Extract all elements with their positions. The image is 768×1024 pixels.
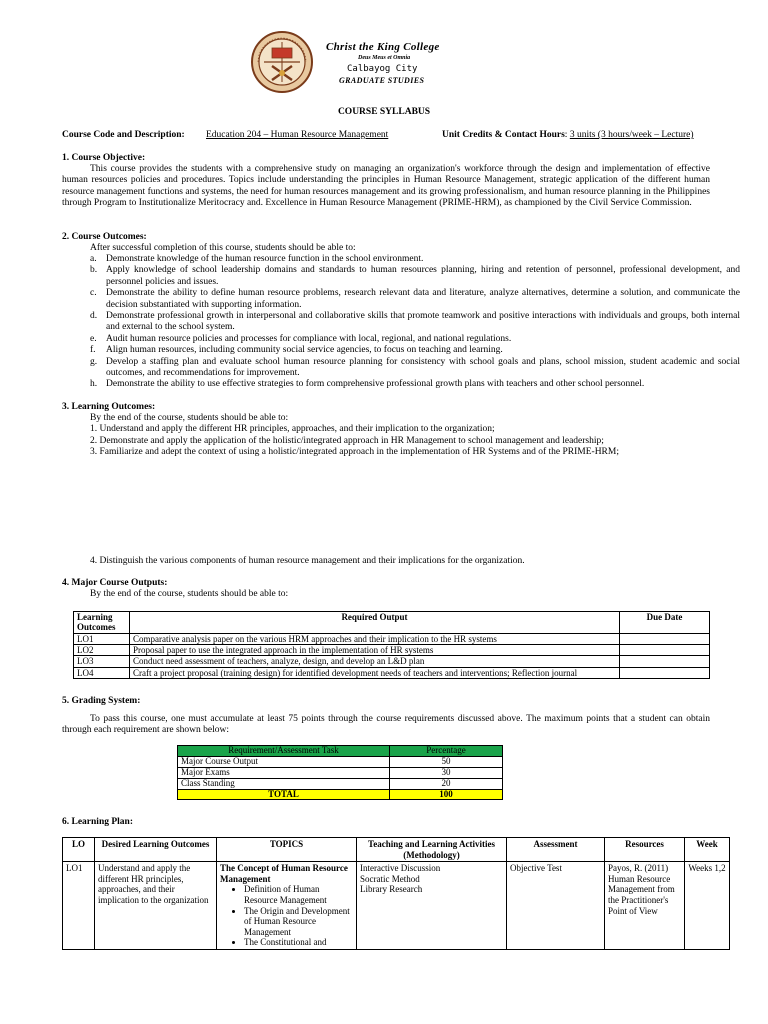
list-item: 1. Understand and apply the different HR principles, approaches, and their implication to the organization; xyxy=(90,424,495,435)
college-header xyxy=(250,30,550,100)
column-header: Percentage xyxy=(390,746,503,757)
topic-title: The Concept of Human Resource Management xyxy=(220,863,348,884)
document-title: COURSE SYLLABUS xyxy=(337,107,431,117)
major-outputs-table xyxy=(73,611,710,679)
unit-credits-value: 3 units (3 hours/week – Lecture) xyxy=(569,130,694,140)
grading-heading: 5. Grading System: xyxy=(62,696,141,706)
college-city: Calbayog City xyxy=(347,64,418,74)
learning-outcomes-intro: By the end of the course, students should be able to: xyxy=(90,413,289,423)
division-name: GRADUATE STUDIES xyxy=(339,76,425,85)
list-item: • The Constitutional and xyxy=(244,937,353,948)
course-outcomes-intro: After successful completion of this course, students should be able to: xyxy=(90,243,356,253)
course-code-value: Education 204 – Human Resource Management xyxy=(206,130,389,140)
learning-plan-heading: 6. Learning Plan: xyxy=(62,817,133,827)
learning-outcomes-list xyxy=(90,413,619,459)
table-row: LO2 Proposal paper to use the integrated approach in the implementation of HR systems xyxy=(74,645,710,656)
list-item: b. Apply knowledge of school leadership domains and standards to human resources planning, hiring and retention of personnel, professional development, and personnel policies and issues. xyxy=(90,265,740,287)
list-item: 2. Demonstrate and apply the application of the holistic/integrated approach in HR Management to school management and leadership; xyxy=(90,435,604,446)
unit-credits-label: Unit Credits & Contact Hours xyxy=(442,130,565,140)
list-item: a. Demonstrate knowledge of the human resource function in the school environment. xyxy=(90,254,424,264)
total-row: TOTAL 100 xyxy=(178,789,503,800)
list-item: g. Develop a staffing plan and evaluate school human resource planning for consistency with school goals and plans, school mission, student academic and social outcomes, and recommendations for improvement. xyxy=(90,356,740,378)
course-outcomes-list xyxy=(62,254,740,391)
table-row: LO4 Craft a project proposal (training design) for identified development needs of teachers and interventions; Reflection journal xyxy=(74,667,710,678)
major-outputs-heading: 4. Major Course Outputs: xyxy=(62,578,168,588)
list-item: • Definition of Human Resource Management xyxy=(244,884,353,905)
major-outputs-intro: By the end of the course, students should be able to: xyxy=(90,589,289,599)
college-seal-icon xyxy=(250,30,314,94)
table-row: Major Course Output 50 xyxy=(178,756,503,767)
list-item: e. Audit human resource policies and processes for compliance with local, regional, and national regulations. xyxy=(90,333,512,344)
table-header-row xyxy=(63,838,730,862)
column-header: Requirement/Assessment Task xyxy=(178,746,390,757)
learning-outcomes-heading: 3. Learning Outcomes: xyxy=(62,402,156,412)
course-code-label: Course Code and Description: xyxy=(62,130,185,140)
column-header: Learning Outcomes xyxy=(74,612,130,634)
list-item: d. Demonstrate professional growth in interpersonal and collaborative skills that promote teamwork and positive interactions with individuals and groups, both internal and external to the school system. xyxy=(90,310,740,333)
column-header: TOPICS xyxy=(217,838,357,862)
topic-list xyxy=(220,884,353,948)
table-row: LO3 Conduct need assessment of teachers, analyze, design, and develop an L&D plan xyxy=(74,656,710,667)
column-header: Assessment xyxy=(507,838,605,862)
activity: Library Research xyxy=(360,884,423,895)
table-row: Class Standing 20 xyxy=(178,778,503,789)
learning-outcome-4: 4. Distinguish the various components of human resource management and their implications for the organization. xyxy=(90,556,525,566)
table-row: LO1 Understand and apply the different HR principles, approaches, and their implication to the organization The Concept of Human Resource Management • Definition of Human Resource Management • The Origin and Development of Human Resource Management • The Constitutional and Interactive Discussion Socratic Method Library Research Objective Test Payos, R. (2011) Human Resource Management from the Practitioner's Point of View Weeks 1,2 xyxy=(63,862,730,950)
college-name: Christ the King College xyxy=(326,41,440,53)
grading-text: To pass this course, one must accumulate at least 75 points through the course requirements discussed above. The maximum points that a student can obtain through each requirement are shown below: xyxy=(62,714,710,736)
list-item: 3. Familiarize and adept the context of using a holistic/integrated approach in the implementation of HR Systems and of the PRIME-HRM; xyxy=(90,447,619,458)
unit-credits: Unit Credits & Contact Hours: 3 units (3 hours/week – Lecture) xyxy=(442,130,694,140)
column-header: LO xyxy=(63,838,95,862)
table-header-row xyxy=(178,746,503,757)
table-row: Major Exams 30 xyxy=(178,767,503,778)
grading-table xyxy=(177,745,503,800)
objective-text: This course provides the students with a comprehensive study on managing an organization's workforce through the design and implementation of effective human resources policies and procedures. Topics include understanding the principles in Human Resource Management, strategic application of the different human resource management functions and systems, the need for human resources management and its growing professionalism, and human resource planning in the Philippines through Program to Institutionalize Meritocracy and. Excellence in Human Resource Management (PRIME-HRM), as championed by the Civil Service Commission. xyxy=(62,164,710,209)
objective-heading: 1. Course Objective: xyxy=(62,153,146,163)
column-header: Desired Learning Outcomes xyxy=(95,838,217,862)
list-item: c. Demonstrate the ability to define human resource problems, research relevant data and literature, analyze alternatives, determine a solution, and communicate the decision substantiated with supporting information. xyxy=(90,288,740,310)
column-header: Teaching and Learning Activities (Methodology) xyxy=(357,838,507,862)
course-outcomes-heading: 2. Course Outcomes: xyxy=(62,232,147,242)
activity: Socratic Method xyxy=(360,873,420,884)
column-header: Due Date xyxy=(620,612,710,634)
table-row: LO1 Comparative analysis paper on the various HRM approaches and their implication to the HR systems xyxy=(74,633,710,644)
college-motto: Deus Meus et Omnia xyxy=(358,55,411,61)
column-header: Required Output xyxy=(130,612,620,634)
column-header: Resources xyxy=(605,838,685,862)
list-item: h. Demonstrate the ability to use effective strategies to form comprehensive professional growth plans with teachers and other school personnel. xyxy=(90,379,645,390)
activity: Interactive Discussion xyxy=(360,863,441,874)
column-header: Week xyxy=(685,838,730,862)
table-header-row xyxy=(74,612,710,634)
list-item: f. Align human resources, including community social service agencies, to focus on teaching and learning. xyxy=(90,345,503,356)
learning-plan-table xyxy=(62,837,730,950)
list-item: • The Origin and Development of Human Resource Management xyxy=(244,906,353,938)
